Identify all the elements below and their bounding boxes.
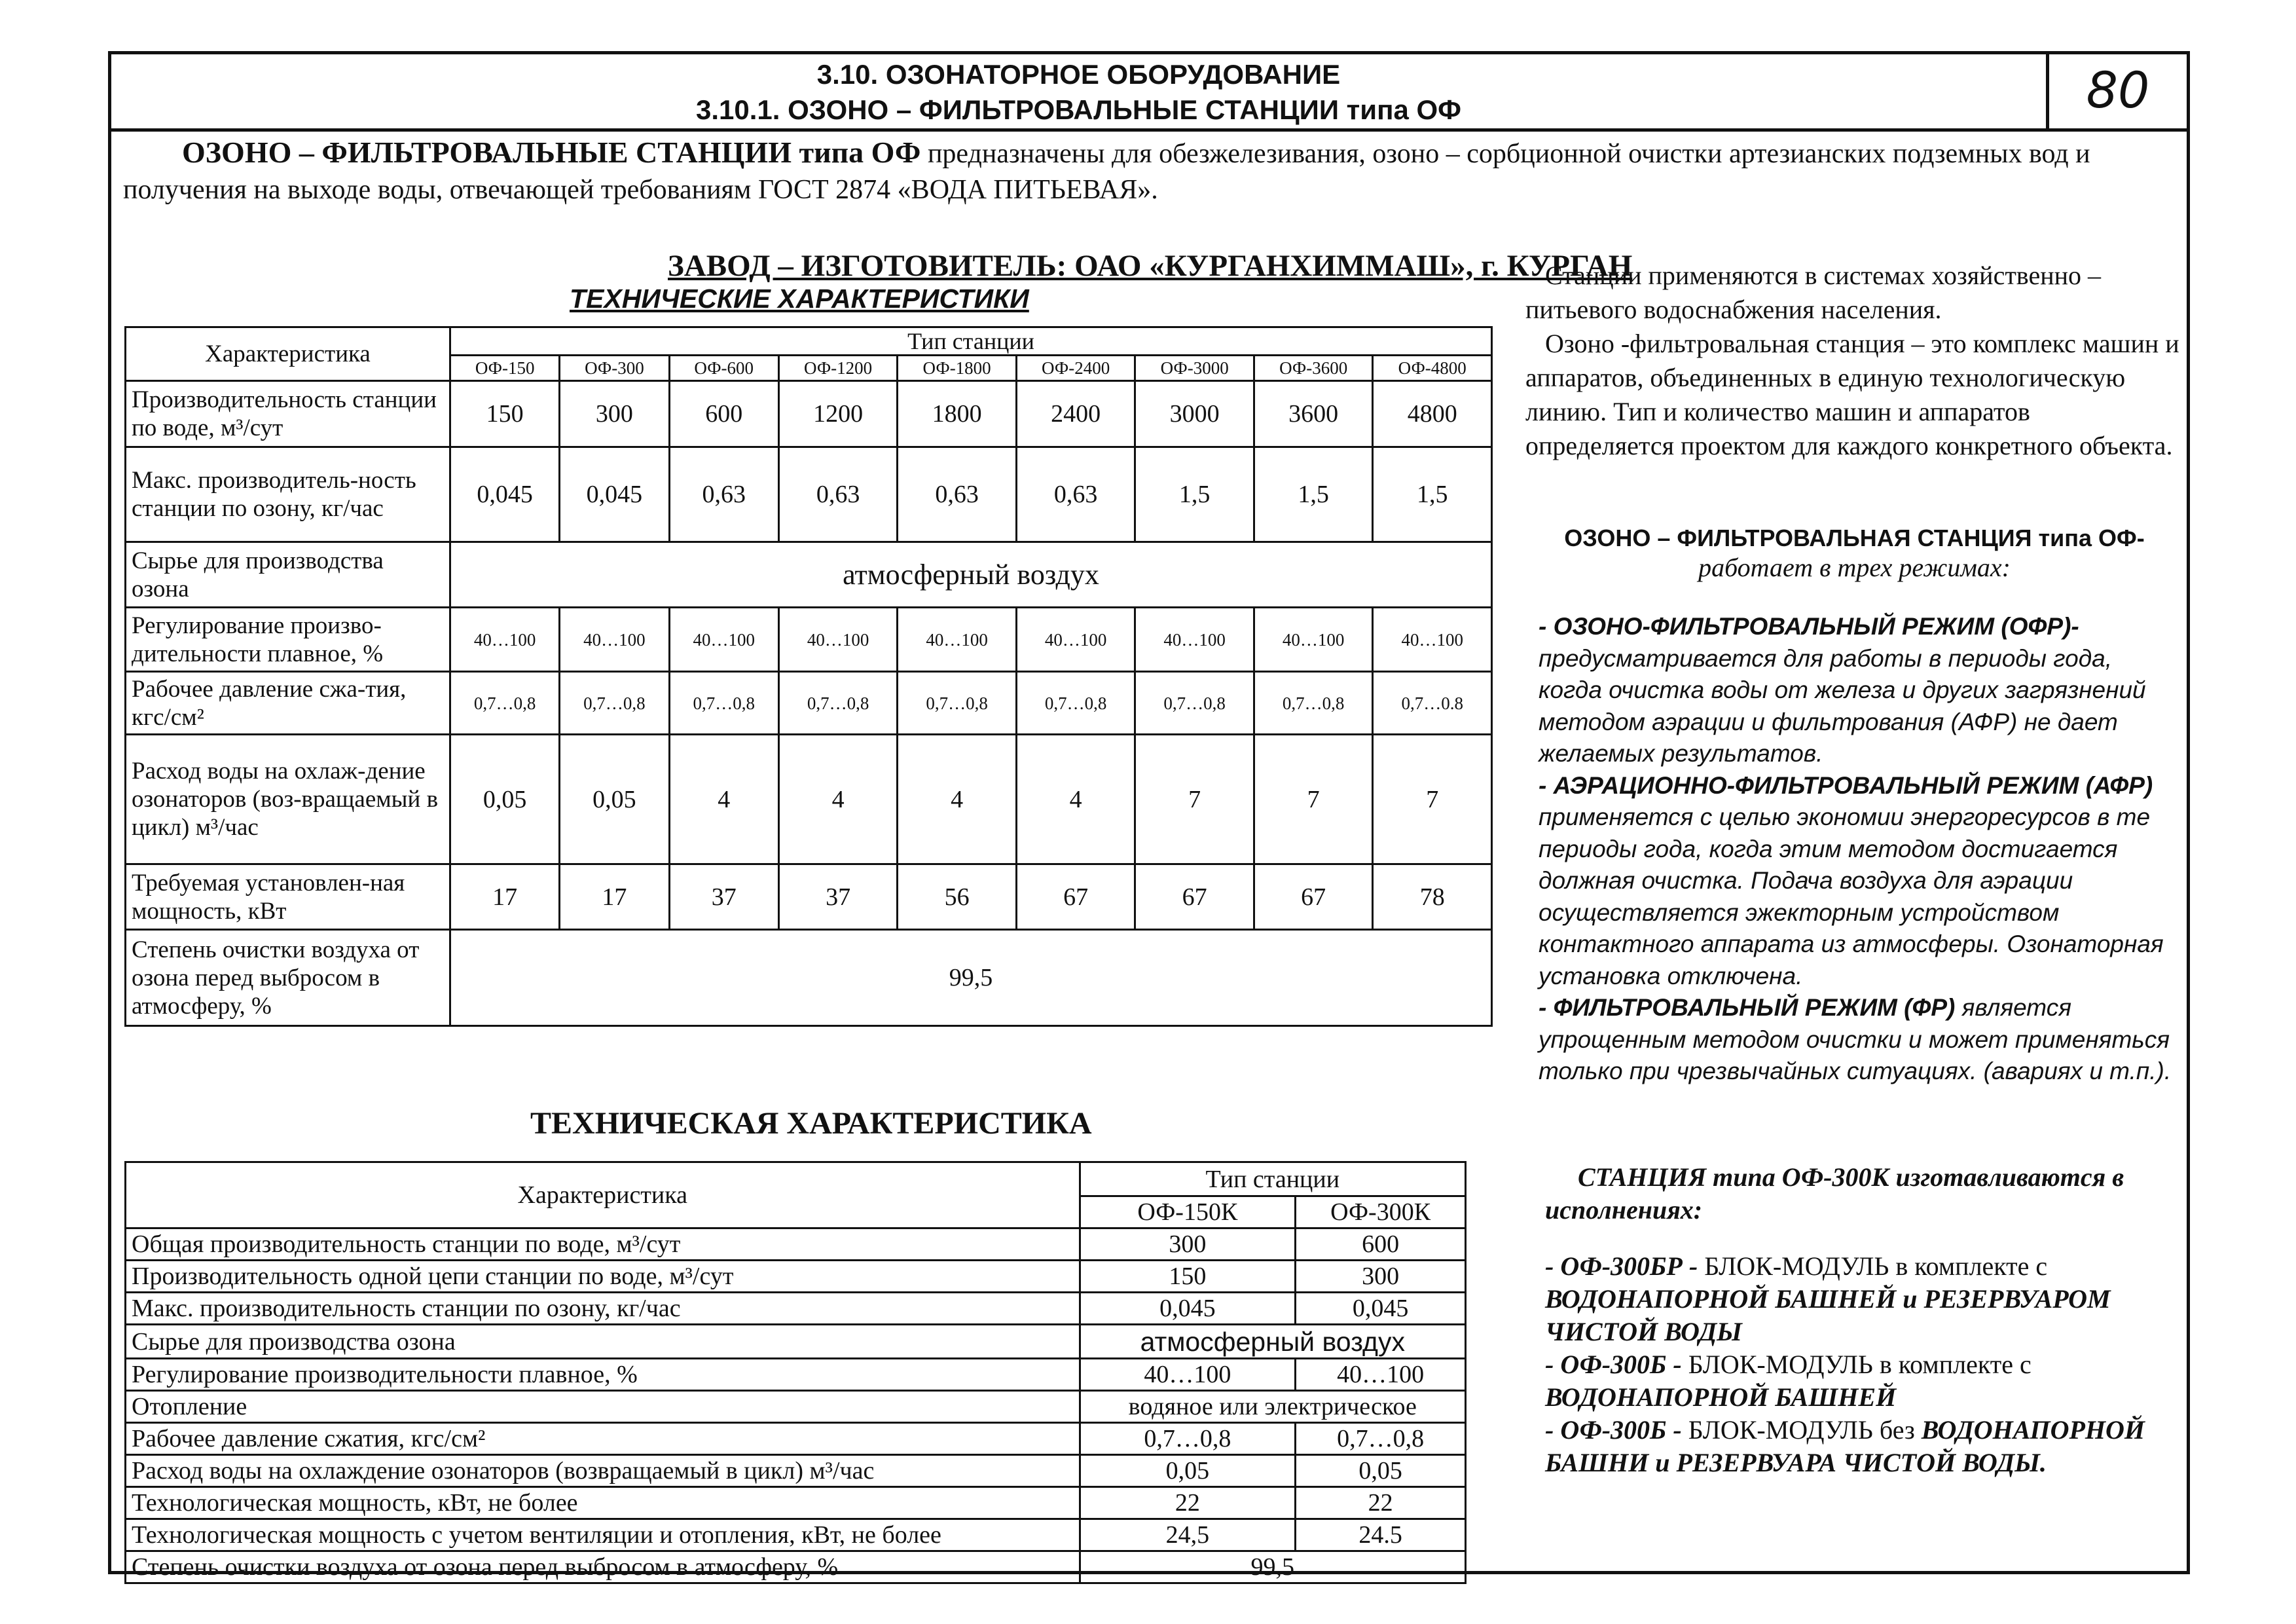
t1-cell: 0,7…0.8 [1373, 672, 1492, 735]
t1-row [126, 672, 1492, 735]
t2-cell: 0,045 [1080, 1293, 1296, 1325]
t1-row [126, 864, 1492, 930]
t1-cell: 0,7…0,8 [1254, 672, 1373, 735]
t2-row-label: Отопление [126, 1391, 1080, 1423]
t1-row-label: Рабочее давление сжа-тия, кгс/см² [126, 672, 450, 735]
t1-cell: 300 [560, 381, 669, 447]
t1-row-label: Макс. производитель-ность станции по озону, кг/час [126, 447, 450, 542]
t1-cell: 4800 [1373, 381, 1492, 447]
mode-text: предусматривается для работы в периоды года, когда очистка воды от железа и других загрязнений методом аэрации и фильтрования (АФР) не дает желаемых результатов. [1539, 644, 2146, 767]
t2-row [126, 1359, 1466, 1391]
t1-cell: 4 [669, 735, 778, 864]
t2-row [126, 1391, 1466, 1423]
t1-row [126, 735, 1492, 864]
t1-cell: 56 [898, 864, 1017, 930]
variant-bold: ВОДОНАПОРНОЙ БАШНЕЙ и РЕЗЕРВУАРОМ ЧИСТОЙ ВОДЫ [1545, 1284, 2111, 1346]
section-title: 3.10. ОЗОНАТОРНОЕ ОБОРУДОВАНИЕ [816, 59, 1341, 90]
t1-cell: 0,63 [669, 447, 778, 542]
t2-cell: 22 [1296, 1487, 1466, 1519]
mode-title: - ОЗОНО-ФИЛЬТРОВАЛЬНЫЙ РЕЖИМ (ОФР)- [1539, 613, 2079, 640]
t2-cell: 150 [1080, 1261, 1296, 1293]
variant-code: - ОФ-300Б - [1545, 1415, 1682, 1445]
t2-row-label: Рабочее давление сжатия, кгс/см² [126, 1423, 1080, 1455]
t1-cell: 67 [1016, 864, 1135, 930]
t1-span-cell: атмосферный воздух [450, 542, 1492, 608]
desc-paragraph: Станции применяются в системах хозяйственно – питьевого водоснабжения населения. [1525, 261, 2102, 324]
t1-cell: 2400 [1016, 381, 1135, 447]
t1-cell: 37 [669, 864, 778, 930]
t1-cell: 40…100 [1373, 608, 1492, 672]
t1-cell: 3000 [1135, 381, 1254, 447]
t1-cell: 0,7…0,8 [1016, 672, 1135, 735]
t1-cell: 0,7…0,8 [898, 672, 1017, 735]
page-header [111, 54, 2187, 132]
t2-cell: 40…100 [1296, 1359, 1466, 1391]
t1-cell: 17 [450, 864, 560, 930]
header-title [111, 54, 2046, 128]
t2-type: ОФ-300К [1296, 1196, 1466, 1228]
t1-type: ОФ-1200 [778, 356, 898, 381]
t2-row-label: Технологическая мощность, кВт, не более [126, 1487, 1080, 1519]
t2-row [126, 1228, 1466, 1261]
variant-text: БЛОК-МОДУЛЬ в комплекте с [1681, 1350, 2032, 1379]
t1-cell: 67 [1135, 864, 1254, 930]
t1-cell: 40…100 [560, 608, 669, 672]
t2-cell: 0,05 [1296, 1455, 1466, 1487]
t2-row [126, 1325, 1466, 1359]
page-frame [108, 51, 2190, 1581]
page-number: 80 [2046, 54, 2187, 128]
t1-cell: 67 [1254, 864, 1373, 930]
t1-row-label: Требуемая установлен-ная мощность, кВт [126, 864, 450, 930]
t1-cell: 40…100 [450, 608, 560, 672]
t2-row-label: Степень очистки воздуха от озона перед выбросом в атмосферу, % [126, 1551, 1080, 1583]
t1-cell: 0,7…0,8 [778, 672, 898, 735]
t1-row-label: Расход воды на охлаж-дение озонаторов (воз-вращаемый в цикл) м³/час [126, 735, 450, 864]
variant-text: БЛОК-МОДУЛЬ без [1681, 1415, 1922, 1445]
t1-cell: 40…100 [669, 608, 778, 672]
t2-row-label: Регулирование производительности плавное, % [126, 1359, 1080, 1391]
variant-text: БЛОК-МОДУЛЬ в комплекте с [1698, 1251, 2048, 1281]
tech-heading: ТЕХНИЧЕСКИЕ ХАРАКТЕРИСТИКИ [570, 284, 1029, 314]
t1-col-header: Характеристика [126, 327, 450, 381]
table2-heading: ТЕХНИЧЕСКАЯ ХАРАКТЕРИСТИКА [530, 1106, 1092, 1141]
t2-row-label: Расход воды на охлаждение озонаторов (возвращаемый в цикл) м³/час [126, 1455, 1080, 1487]
intro-paragraph [123, 134, 2166, 208]
t1-cell: 600 [669, 381, 778, 447]
t1-type: ОФ-300 [560, 356, 669, 381]
modes-header [1525, 525, 2183, 583]
t1-cell: 1,5 [1135, 447, 1254, 542]
t2-col-header: Характеристика [126, 1162, 1080, 1228]
t2-span-cell: атмосферный воздух [1080, 1325, 1465, 1359]
variant-item [1545, 1250, 2180, 1348]
t1-cell: 1,5 [1254, 447, 1373, 542]
t2-cell: 0,7…0,8 [1080, 1423, 1296, 1455]
t1-cell: 40…100 [1135, 608, 1254, 672]
t1-cell: 0,63 [778, 447, 898, 542]
t1-cell: 17 [560, 864, 669, 930]
t1-type: ОФ-3600 [1254, 356, 1373, 381]
t1-type: ОФ-2400 [1016, 356, 1135, 381]
t1-row-label: Регулирование произво-дительности плавное, % [126, 608, 450, 672]
t2-cell: 24,5 [1080, 1519, 1296, 1551]
t2-cell: 40…100 [1080, 1359, 1296, 1391]
spec-table-of [124, 326, 1493, 1027]
t2-row-label: Общая производительность станции по воде, м³/сут [126, 1228, 1080, 1261]
t1-cell: 0,05 [560, 735, 669, 864]
t1-type: ОФ-150 [450, 356, 560, 381]
t1-cell: 4 [1016, 735, 1135, 864]
t2-row-label: Макс. производительность станции по озону, кг/час [126, 1293, 1080, 1325]
t1-cell: 1800 [898, 381, 1017, 447]
mode-afr [1539, 770, 2180, 993]
modes-subheading: работает в трех режимах: [1698, 553, 2011, 582]
variant-item [1545, 1348, 2180, 1414]
t1-cell: 4 [898, 735, 1017, 864]
t1-cell: 7 [1254, 735, 1373, 864]
variant-bold: ВОДОНАПОРНОЙ БАШНЕЙ [1545, 1382, 1897, 1412]
t1-cell: 40…100 [778, 608, 898, 672]
t2-cell: 0,045 [1296, 1293, 1466, 1325]
t2-span-cell: 99,5 [1080, 1551, 1465, 1583]
t1-cell: 0,7…0,8 [560, 672, 669, 735]
t1-cell: 1,5 [1373, 447, 1492, 542]
t1-row-label: Степень очистки воздуха от озона перед выбросом в атмосферу, % [126, 930, 450, 1026]
t1-cell: 0,045 [450, 447, 560, 542]
t1-row [126, 381, 1492, 447]
t1-row-label: Сырье для производства озона [126, 542, 450, 608]
t1-row [126, 447, 1492, 542]
mode-text: является упрощенным методом очистки и может применяться только при чрезвычайных ситуациях. (авариях и т.п.). [1539, 994, 2172, 1084]
t1-cell: 40…100 [898, 608, 1017, 672]
t1-row [126, 930, 1492, 1026]
t1-type: ОФ-1800 [898, 356, 1017, 381]
t1-cell: 40…100 [1016, 608, 1135, 672]
t2-row [126, 1519, 1466, 1551]
t1-cell: 0,63 [898, 447, 1017, 542]
t1-type: ОФ-600 [669, 356, 778, 381]
mode-ofr [1539, 611, 2180, 770]
variants-heading: СТАНЦИЯ типа ОФ-300К изготавливаются в исполнениях: [1545, 1162, 2124, 1225]
t1-row [126, 608, 1492, 672]
t1-cell: 40…100 [1254, 608, 1373, 672]
t1-cell: 78 [1373, 864, 1492, 930]
t1-cell: 4 [778, 735, 898, 864]
variant-item [1545, 1414, 2180, 1479]
t1-cell: 0,05 [450, 735, 560, 864]
right-description [1525, 259, 2183, 463]
variant-bold: ВОДОНАПОРНОЙ БАШНИ и РЕЗЕРВУАРА ЧИСТОЙ ВОДЫ. [1545, 1415, 2145, 1477]
t2-type: ОФ-150К [1080, 1196, 1296, 1228]
t1-cell: 7 [1373, 735, 1492, 864]
t2-row-label: Технологическая мощность с учетом вентиляции и отопления, кВт, не более [126, 1519, 1080, 1551]
spec-table-of-k [124, 1161, 1467, 1584]
t2-cell: 300 [1296, 1261, 1466, 1293]
mode-title: - ФИЛЬТРОВАЛЬНЫЙ РЕЖИМ (ФР) [1539, 994, 1956, 1021]
t1-cell: 1200 [778, 381, 898, 447]
t2-cell: 22 [1080, 1487, 1296, 1519]
t1-cell: 0,7…0,8 [450, 672, 560, 735]
t2-cell: 600 [1296, 1228, 1466, 1261]
modes-heading: ОЗОНО – ФИЛЬТРОВАЛЬНАЯ СТАНЦИЯ типа ОФ- [1564, 525, 2145, 551]
t2-row-label: Сырье для производства озона [126, 1325, 1080, 1359]
intro-bold: ОЗОНО – ФИЛЬТРОВАЛЬНЫЕ СТАНЦИИ типа ОФ [182, 136, 921, 169]
t2-cell: 300 [1080, 1228, 1296, 1261]
manufacturer: ЗАВОД – ИЗГОТОВИТЕЛЬ: ОАО «КУРГАНХИММАШ», г. КУРГАН [668, 249, 1633, 283]
t1-cell: 0,63 [1016, 447, 1135, 542]
desc-paragraph: Озоно -фильтровальная станция – это комплекс машин и аппаратов, объединенных в единую технологическую линию. Тип и количество машин и аппаратов определяется проектом для каждого конкретного объекта. [1525, 329, 2179, 460]
t2-row [126, 1261, 1466, 1293]
t1-type: ОФ-4800 [1373, 356, 1492, 381]
t2-row [126, 1551, 1466, 1583]
t1-cell: 150 [450, 381, 560, 447]
variant-code: - ОФ-300Б - [1545, 1350, 1682, 1379]
modes-list [1539, 611, 2180, 1088]
t1-cell: 0,7…0,8 [669, 672, 778, 735]
t1-cell: 0,045 [560, 447, 669, 542]
t2-row-label: Производительность одной цепи станции по воде, м³/сут [126, 1261, 1080, 1293]
t2-span-cell: водяное или электрическое [1080, 1391, 1465, 1423]
t1-cell: 0,7…0,8 [1135, 672, 1254, 735]
variant-code: - ОФ-300БР - [1545, 1251, 1698, 1281]
t2-row [126, 1487, 1466, 1519]
mode-title: - АЭРАЦИОННО-ФИЛЬТРОВАЛЬНЫЙ РЕЖИМ (АФР) [1539, 771, 2153, 799]
t1-cell: 7 [1135, 735, 1254, 864]
t1-cell: 37 [778, 864, 898, 930]
t1-type: ОФ-3000 [1135, 356, 1254, 381]
t2-cell: 24.5 [1296, 1519, 1466, 1551]
intro-text: предназначены для обезжелезивания, озоно – сорбционной очистки артезианских подземных вод и получения на выходе воды, отвечающей требованиям ГОСТ 2874 «ВОДА ПИТЬЕВАЯ». [123, 139, 2090, 205]
subsection-title: 3.10.1. ОЗОНО – ФИЛЬТРОВАЛЬНЫЕ СТАНЦИИ типа ОФ [696, 94, 1461, 125]
mode-fr [1539, 992, 2180, 1088]
t2-cell: 0,7…0,8 [1296, 1423, 1466, 1455]
variants [1545, 1161, 2180, 1479]
t2-row [126, 1423, 1466, 1455]
t2-type-header: Тип станции [1080, 1162, 1465, 1196]
t1-span-cell: 99,5 [450, 930, 1492, 1026]
t1-cell: 3600 [1254, 381, 1373, 447]
t1-type-header: Тип станции [450, 327, 1492, 356]
t2-row [126, 1293, 1466, 1325]
t1-row [126, 542, 1492, 608]
t2-cell: 0,05 [1080, 1455, 1296, 1487]
t1-row-label: Производительность станции по воде, м³/сут [126, 381, 450, 447]
t2-row [126, 1455, 1466, 1487]
mode-text: применяется с целью экономии энергоресурсов в те периоды года, когда этим методом достигается должная очистка. Подача воздуха для аэрации осуществляется эжекторным устройством контактного аппарата из атмосферы. Озонаторная установка отключена. [1539, 803, 2164, 989]
